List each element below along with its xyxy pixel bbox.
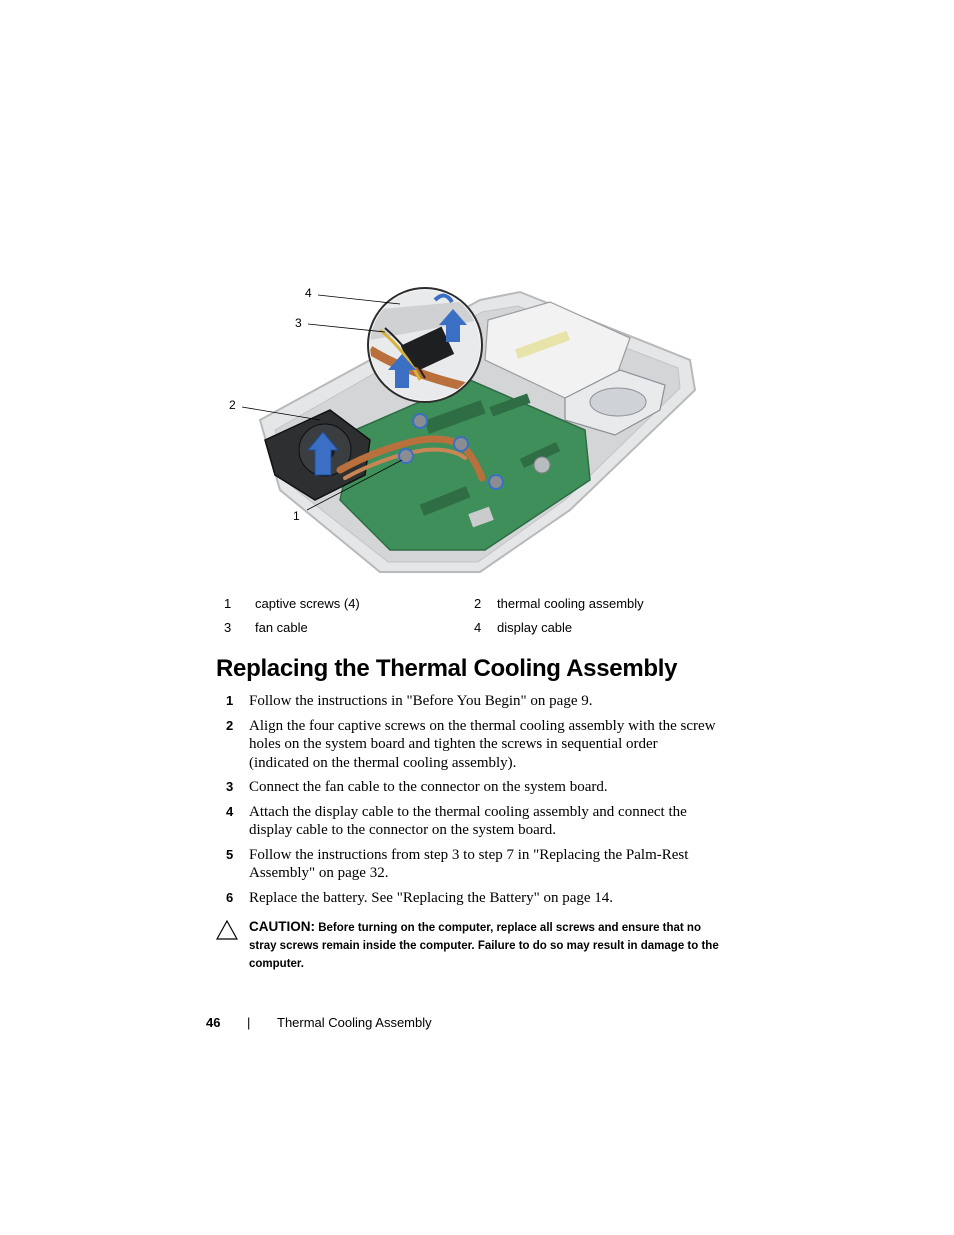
footer-section-title: Thermal Cooling Assembly [277,1015,432,1030]
callout-4: 4 [305,286,312,300]
step-number: 6 [226,889,234,905]
step-number: 2 [226,717,234,733]
caution-label: CAUTION: [249,919,315,934]
legend-label: fan cable [255,620,308,635]
caution-body [249,918,719,973]
caution-text: Before turning on the computer, replace all screws and ensure that no stray screws remain inside the computer. Failure to do so may result in damage to the computer. [249,922,719,970]
callout-1: 1 [293,509,300,523]
step-text: Align the four captive screws on the thermal cooling assembly with the screw holes on the system board and tighten the screws in sequential order (indicated on the thermal cooling assembly). [249,717,716,771]
step-item [226,846,716,883]
legend-number: 4 [474,620,482,635]
step-text: Replace the battery. See "Replacing the Battery" on page 14. [249,889,614,906]
step-text: Follow the instructions from step 3 to step 7 in "Replacing the Palm-Rest Assembly" on page 32. [249,846,689,881]
illustration-svg [220,280,710,580]
page-number: 46 [206,1015,221,1030]
section-heading: Replacing the Thermal Cooling Assembly [216,655,678,682]
step-item [226,889,716,908]
thermal-assembly-illustration [220,280,710,580]
step-text: Attach the display cable to the thermal cooling assembly and connect the display cable to the connector on the system board. [249,803,687,838]
step-number: 1 [226,693,234,708]
legend-number: 2 [474,596,482,611]
step-number: 5 [226,846,234,862]
legend-label: captive screws (4) [255,596,360,611]
step-text: Follow the instructions in "Before You Begin" on page 9. [249,693,593,709]
step-item [226,778,716,797]
caution-triangle-icon [216,920,238,940]
step-item [226,692,716,711]
legend-label: thermal cooling assembly [497,596,644,611]
callout-3: 3 [295,316,302,330]
step-number: 4 [226,803,234,819]
legend-label: display cable [497,620,573,635]
legend-number: 3 [224,620,232,635]
step-text: Connect the fan cable to the connector on the system board. [249,779,608,795]
footer-separator: | [247,1015,251,1030]
procedure-steps [226,692,716,913]
legend-number: 1 [224,596,232,611]
step-item [226,803,716,840]
step-number: 3 [226,779,234,794]
callout-2: 2 [229,398,236,412]
step-item [226,717,716,773]
